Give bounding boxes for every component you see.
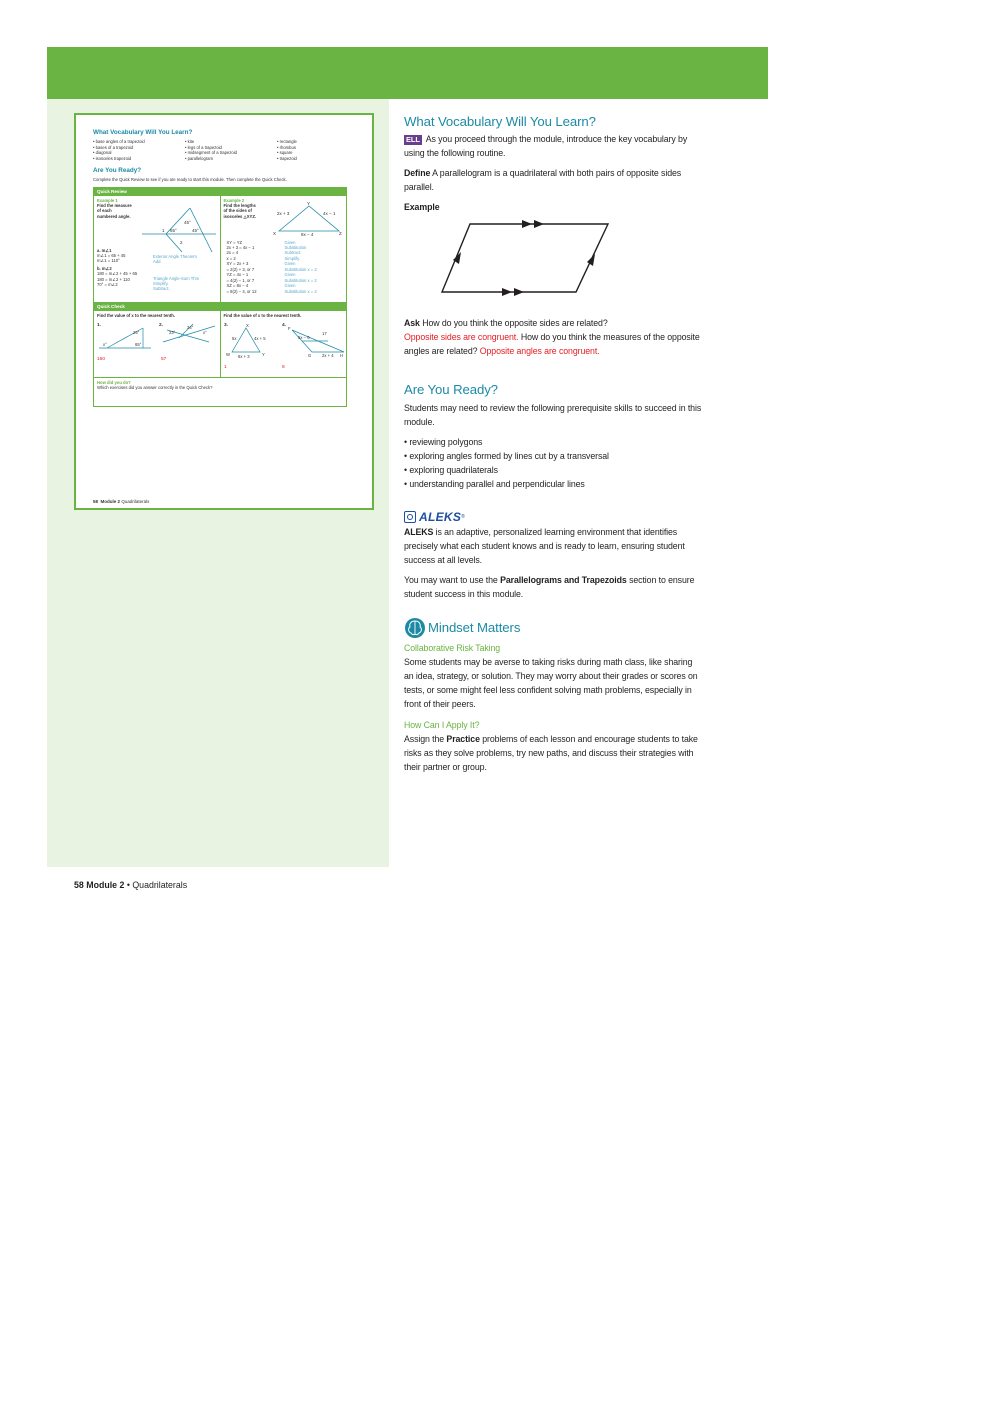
thumb-note-line: Triangle Angle-Sum Thm — [153, 275, 200, 281]
thumb-quick-review — [93, 187, 347, 303]
thumb-qc-label: F — [287, 325, 291, 331]
thumb-how-did — [94, 377, 346, 406]
thumb-qc-label: 4x + 5 — [253, 335, 266, 341]
thumb-footer — [93, 499, 149, 504]
student-page-thumbnail — [74, 113, 374, 510]
thumb-qc-num: 1. — [97, 322, 102, 328]
thumb-work-line: = 8(2) − 4, or 12 — [226, 288, 257, 294]
vocab-heading: What Vocabulary Will You Learn? — [404, 114, 596, 129]
aleks-registered-mark: ® — [461, 514, 465, 520]
thumbnail-content — [93, 129, 347, 407]
footer-module: Module 2 — [86, 880, 125, 890]
vocab-intro — [404, 132, 704, 160]
thumb-note — [153, 254, 197, 265]
answer-2: Opposite angles are congruent. — [479, 346, 600, 356]
thumb-note-line: Simplify. — [153, 281, 169, 287]
ell-badge: ELL — [406, 135, 420, 144]
thumb-work-line: 2x = 4 — [226, 250, 239, 256]
ready-intro: Students may need to review the following prerequisite skills to succeed in this module. — [404, 403, 702, 427]
thumb-work-line: 2x + 3 = 4x − 1 — [226, 245, 255, 251]
ready-heading: Are You Ready? — [404, 382, 498, 397]
thumb-qc-label: 23° — [169, 329, 176, 335]
answer-1: Opposite sides are congruent. — [404, 332, 519, 342]
thumb-qc-num: 3. — [223, 322, 228, 328]
define-text: A parallelogram is a quadrilateral with both pairs of opposite sides parallel. — [404, 168, 682, 192]
thumb-vocab-item: • legs of a trapezoid — [185, 144, 222, 150]
aleks-desc-text: is an adaptive, personalized learning environment that identifies precisely what each student knows and is ready to learn, ensuring student success at all levels. — [404, 527, 685, 565]
thumb-qc-label: G — [307, 352, 311, 358]
thumb-tri-label: Z — [338, 230, 342, 236]
thumb-note — [153, 276, 199, 292]
parallelogram-figure — [440, 220, 630, 304]
thumb-work-line: YZ = 4x − 1 — [226, 272, 249, 278]
thumb-vocab-item: • parallelogram — [185, 155, 213, 161]
skill-item: • exploring quadrilaterals — [404, 463, 704, 477]
thumb-note-line: Simplify. — [284, 255, 301, 261]
thumb-qc-label: H — [339, 352, 343, 358]
thumb-footer-module: Module 2 — [100, 499, 121, 504]
thumb-qc-answer: 57 — [161, 356, 167, 362]
thumb-tri-label: 4x − 1 — [322, 210, 335, 216]
thumb-ready-text: Complete the Quick Review to see if you are ready to start this module. Then complete the Quick Check. — [93, 177, 287, 183]
thumb-vocab-item: • rectangle — [277, 139, 297, 145]
thumb-example2-label: Example 2 — [223, 197, 245, 203]
thumb-quick-check — [93, 303, 347, 407]
thumb-example2-notes — [285, 240, 345, 295]
aleks-use — [404, 573, 704, 601]
thumb-example2-prompt: Find the lengths of the sides of isosceles △XYZ. — [223, 203, 257, 219]
thumb-work-line: = 4(2) − 1, or 7 — [226, 277, 255, 283]
thumb-angle-label: 65° — [170, 227, 177, 233]
ask-paragraph — [404, 316, 704, 358]
thumb-example2-figure — [271, 201, 345, 237]
thumb-qc-label: x° — [103, 341, 107, 347]
thumb-qc-label: 34° — [187, 324, 194, 330]
thumb-qc-num: 4. — [281, 322, 286, 328]
aleks-description — [404, 525, 704, 567]
aleks-use-pre: You may want to use the — [404, 575, 501, 585]
thumb-note-line: Substitution x = 2 — [284, 277, 317, 283]
thumb-vocab-item: • midsegment of a trapezoid — [185, 150, 237, 156]
thumb-qc-label: W — [225, 351, 230, 357]
thumb-work-line: 180 = m∠2 + 45 + 65 — [97, 271, 138, 277]
mindset-paragraph-2 — [404, 732, 704, 774]
thumb-vocab-item: • trapezoid — [277, 155, 297, 161]
thumb-tri-label: 8x − 4 — [300, 231, 313, 237]
thumb-work-line: = 2(2) + 3, or 7 — [226, 266, 255, 272]
aleks-wordmark: ALEKS — [419, 510, 462, 524]
thumb-qc-left-figures — [97, 320, 217, 372]
vocab-intro-text: As you proceed through the module, introduce the key vocabulary by using the following routine. — [404, 134, 688, 158]
mindset-heading-row — [404, 617, 704, 639]
thumb-note-line: Substitution — [284, 245, 307, 251]
thumb-footer-page: 58 — [93, 499, 99, 504]
thumb-qc-num: 2. — [159, 322, 164, 328]
thumb-vocab-item: • diagonal — [93, 150, 112, 156]
thumb-quick-check-header: Quick Check — [94, 303, 346, 311]
footer-topic: Quadrilaterals — [132, 880, 188, 890]
thumb-work-line: 70° = m∠2 — [97, 282, 118, 288]
thumb-note-line: Given — [284, 261, 296, 267]
thumb-work-line: 180 = m∠2 + 110 — [97, 276, 130, 282]
thumb-vocab-item: • kite — [185, 139, 195, 145]
thumb-qc-answer: 8 — [281, 364, 285, 370]
thumb-qc-prompt: Find the value of x to the nearest tenth. — [97, 312, 175, 318]
thumb-qc-label: 6x + 3 — [237, 353, 250, 359]
thumb-vocab-item: • bases of a trapezoid — [93, 144, 134, 150]
thumb-qc-label: 5x — [231, 335, 236, 341]
thumb-how-did-text: Which exercises did you answer correctly in the Quick Check? — [97, 385, 213, 390]
thumb-tri-label: Y — [306, 200, 310, 206]
thumb-qc-label: X — [245, 322, 249, 328]
skill-item: • exploring angles formed by lines cut by a transversal — [404, 449, 704, 463]
thumb-work-line: XY = 2x + 3 — [226, 261, 249, 267]
thumb-note-line: Given — [284, 272, 296, 278]
thumb-footer-topic: Quadrilaterals — [121, 499, 150, 504]
thumb-example1-a: a. m∠1 — [97, 247, 112, 253]
thumb-note-line: Substitution x = 2 — [284, 266, 317, 272]
mindset-paragraph-1: Some students may be averse to taking risks during math class, like sharing an idea, strategy, or solution. They may worry about their grades or scores on tests, or some might feel less confident solving math problems, especially in front of their peers. — [404, 657, 698, 709]
thumb-work-line: x = 2 — [226, 255, 236, 261]
thumb-qc-left — [94, 311, 220, 377]
footer-separator: • — [124, 880, 133, 890]
thumb-example1-work — [97, 247, 217, 292]
aleks-logo — [404, 510, 704, 524]
thumb-example1-label: Example 1 — [97, 197, 118, 203]
thumb-vocab-title: What Vocabulary Will You Learn? — [93, 129, 193, 136]
thumb-angle-label: 1 — [162, 227, 165, 233]
define-paragraph — [404, 166, 704, 194]
thumb-vocab-item: • isosceles trapezoid — [93, 155, 132, 161]
mindset-p2-post: problems of each lesson and encourage students to take risks as they solve problems, try new paths, and discuss their strategies with their partner or group. — [404, 734, 698, 772]
thumb-qc-label: 2x + 4 — [321, 352, 334, 358]
thumb-vocab-item: • square — [277, 150, 293, 156]
define-label: Define — [404, 168, 431, 178]
skills-list — [404, 435, 704, 491]
mindset-p2-bold: Practice — [446, 734, 480, 744]
mindset-subhead-1: Collaborative Risk Taking — [404, 643, 501, 653]
thumb-note-line: Subtract. — [284, 250, 302, 256]
thumb-angle-label: 45° — [192, 227, 199, 233]
thumb-vocab-item: • base angles of a trapezoid — [93, 139, 145, 145]
header-band — [47, 47, 768, 99]
aleks-use-post: section to ensure student success in this module. — [404, 575, 695, 599]
thumb-angle-label: 2 — [180, 239, 183, 245]
thumb-qc-right — [220, 311, 347, 377]
thumb-example2-work — [227, 240, 282, 295]
aleks-bold: ALEKS — [404, 527, 434, 537]
ask-label: Ask — [404, 318, 420, 328]
thumb-qc-answer: 160 — [97, 356, 106, 362]
mindset-subhead-2: How Can I Apply It? — [404, 720, 480, 730]
thumb-note-line: Given — [284, 239, 296, 245]
page-footer — [74, 880, 187, 890]
thumb-qc-label: 17 — [321, 330, 327, 336]
thumb-qc-right-figures — [224, 320, 346, 372]
thumb-note-line: Substitution x = 2 — [284, 288, 317, 294]
thumb-qc-label: 25° — [133, 329, 140, 335]
thumb-work-line: m∠1 = 65 + 45 — [97, 253, 126, 259]
example-label: Example — [404, 202, 440, 212]
thumb-qc-prompt: Find the value of x to the nearest tenth. — [223, 312, 302, 318]
thumb-vocab-list — [93, 139, 347, 161]
thumb-tri-label: 2x + 3 — [276, 210, 289, 216]
thumb-qc-label: 5x − 6 — [297, 334, 310, 340]
thumb-work-line: XY = YZ — [226, 239, 243, 245]
thumb-example1-prompt: Find the measure of each numbered angle. — [97, 203, 132, 219]
thumb-work-line: XZ = 8x − 4 — [226, 283, 249, 289]
skill-item: • understanding parallel and perpendicular lines — [404, 477, 704, 491]
thumb-tri-label: X — [272, 230, 276, 236]
thumb-note-line: Subtract. — [153, 286, 170, 292]
teacher-notes-column — [404, 113, 704, 774]
thumb-example2 — [220, 196, 347, 302]
thumb-example1-b: b. m∠2 — [97, 265, 112, 271]
mindset-heading: Mindset Matters — [428, 620, 521, 635]
thumb-ready-title: Are You Ready? — [93, 166, 142, 174]
thumb-angle-label: 45° — [184, 219, 191, 225]
thumb-qc-answer: 1 — [223, 364, 227, 370]
footer-page-number: 58 — [74, 880, 84, 890]
thumb-vocab-item: • rhombus — [277, 144, 296, 150]
thumb-quick-review-header: Quick Review — [94, 188, 346, 196]
thumb-qc-label: 65° — [135, 341, 142, 347]
skill-item: • reviewing polygons — [404, 435, 704, 449]
thumb-example1 — [94, 196, 220, 302]
thumb-note-line: Add. — [153, 259, 162, 265]
aleks-section-name: Parallelograms and Trapezoids — [500, 575, 627, 585]
mindset-p2-pre: Assign the — [404, 734, 447, 744]
ask-text: How do you think the opposite sides are related? — [419, 318, 608, 328]
thumb-note-line: Given — [284, 283, 296, 289]
thumb-how-did-title: How did you do? — [97, 379, 131, 385]
brain-icon — [404, 617, 426, 639]
thumb-work-line: m∠1 = 110° — [97, 258, 120, 264]
thumb-qc-label: x° — [203, 329, 207, 335]
aleks-icon — [404, 511, 416, 523]
thumb-qc-label: Y — [261, 351, 265, 357]
thumb-note-line: Exterior Angle Theorem — [153, 253, 197, 259]
ask-text-2: How do you think the measures of the opposite angles are related? — [404, 332, 700, 356]
